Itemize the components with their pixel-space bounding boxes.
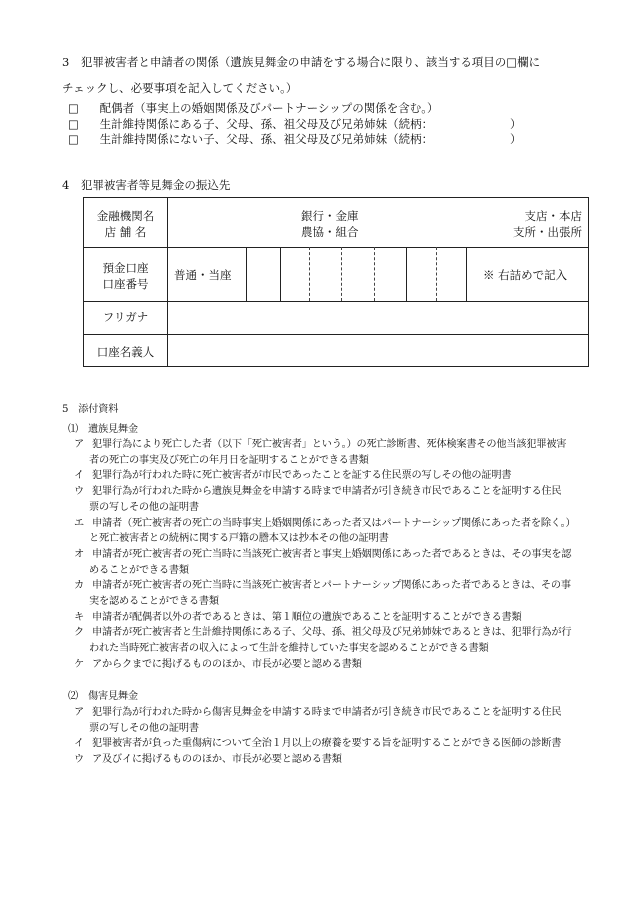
item-text-line: 申請者が配偶者以外の者であるときは、第１順位の遺族であることを証明することができる書類 bbox=[92, 611, 522, 623]
option-label: 生計維持関係にある子、父母、孫、祖父母及び兄弟姉妹（続柄： bbox=[99, 117, 434, 131]
checkbox[interactable]: □ bbox=[68, 132, 79, 146]
option-spouse bbox=[68, 100, 438, 116]
branch-name-field[interactable] bbox=[374, 212, 484, 234]
account-type-select[interactable]: 普通・当座 bbox=[174, 268, 232, 282]
checkbox[interactable]: □ bbox=[68, 117, 79, 131]
item-text-line: 票の写しその他の証明書 bbox=[89, 722, 199, 734]
section4-heading: 4 犯罪被害者等見舞金の振込先 bbox=[62, 178, 231, 192]
item-mark: エ bbox=[74, 517, 84, 529]
item-mark: ウ bbox=[74, 486, 84, 498]
branch-name-label: 店 舗 名 bbox=[104, 225, 147, 239]
item-mark: キ bbox=[74, 611, 84, 623]
item-text-line: と死亡被害者との続柄に関する戸籍の謄本又は抄本その他の証明書 bbox=[89, 533, 389, 545]
right-align-note: ※ 右詰めで記入 bbox=[483, 268, 568, 282]
item-text-line: 犯罪行為により死亡した者（以下「死亡被害者」という。）の死亡診断書、死体検案書その他当該犯罪被害 bbox=[92, 439, 567, 450]
item-text-line: 申請者（死亡被害者の死亡の当時事実上婚姻関係にあった者又はパートナーシップ関係にあった者を除く。） bbox=[92, 517, 576, 529]
furigana-field[interactable] bbox=[174, 306, 574, 328]
account-holder-label: 口座名義人 bbox=[96, 345, 155, 359]
section3-heading-line1: 3 犯罪被害者と申請者の関係（遺族見舞金の申請をする場合に限り、該当する項目の□欄に bbox=[62, 55, 541, 69]
branch-type-1: 支店・本店 bbox=[524, 209, 582, 223]
account-label: 預金口座 bbox=[102, 261, 149, 275]
sub1-title: ⑴ 遺族見舞金 bbox=[68, 424, 138, 435]
section5-heading: 5 添付資料 bbox=[62, 404, 119, 415]
item-text-line: 犯罪行為が行われた時から傷害見舞金を申請する時まで申請者が引き続き市民であることを証明する住民 bbox=[92, 707, 562, 718]
option-label: 配偶者（事実上の婚姻関係及びパートナーシップの関係を含む。） bbox=[99, 101, 439, 115]
item-mark: イ bbox=[74, 738, 84, 750]
item-mark: イ bbox=[74, 470, 84, 482]
item-text-line: 者の死亡の事実及び死亡の年月日を証明することができる書類 bbox=[89, 454, 369, 466]
item-text-line: われた当時死亡被害者の収入によって生計を維持していた事実を認めることができる書類 bbox=[89, 643, 489, 655]
option-dependent-relative bbox=[68, 116, 538, 132]
option-label: 生計維持関係にない子、父母、孫、祖父母及び兄弟姉妹（続柄： bbox=[99, 132, 434, 146]
item-text-line: アからクまでに掲げるもののほか、市長が必要と認める書類 bbox=[92, 658, 362, 670]
item-text-line: 申請者が死亡被害者と生計維持関係にある子、父母、孫、祖父母及び兄弟姉妹であるときは、犯罪行為が行 bbox=[92, 627, 572, 639]
relationship-close: ） bbox=[510, 132, 522, 146]
section3-heading-line2: チェックし、必要事項を記入してください。） bbox=[62, 81, 298, 95]
item-mark: ア bbox=[74, 439, 84, 450]
branch-type-2: 支所・出張所 bbox=[513, 225, 582, 239]
item-mark: ウ bbox=[74, 754, 84, 766]
bank-name-field[interactable] bbox=[178, 212, 298, 234]
sub2-title: ⑵ 傷害見舞金 bbox=[68, 691, 138, 702]
checkbox[interactable]: □ bbox=[68, 101, 79, 115]
item-text-line: 申請者が死亡被害者の死亡当時に当該死亡被害者と事実上婚姻関係にあった者であるときは、その事実を認 bbox=[92, 548, 572, 560]
bank-type-2: 農協・組合 bbox=[301, 225, 359, 239]
item-mark: オ bbox=[74, 548, 84, 560]
item-text-line: 申請者が死亡被害者の死亡当時に当該死亡被害者とパートナーシップ関係にあった者であるときは、その事 bbox=[92, 580, 571, 592]
item-text-line: 実を認めることができる書類 bbox=[89, 596, 219, 607]
item-mark: カ bbox=[74, 580, 84, 592]
bank-name-label: 金融機関名 bbox=[96, 209, 155, 223]
item-text-line: ア及びイに掲げるもののほか、市長が必要と認める書類 bbox=[92, 754, 342, 766]
item-text-line: めることができる書類 bbox=[89, 564, 189, 576]
account-number-label: 口座番号 bbox=[102, 277, 149, 291]
item-mark: ケ bbox=[74, 658, 84, 670]
item-mark: ク bbox=[74, 627, 84, 639]
item-text-line: 犯罪行為が行われた時に死亡被害者が市民であったことを証する住民票の写しその他の証明書 bbox=[92, 470, 512, 482]
relationship-close: ） bbox=[510, 117, 522, 131]
item-text-line: 犯罪被害者が負った重傷病について全治１月以上の療養を要する旨を証明することができる医師の診断書 bbox=[92, 738, 562, 750]
option-non-dependent-relative bbox=[68, 131, 538, 147]
item-mark: ア bbox=[74, 707, 84, 718]
item-text-line: 犯罪行為が行われた時から遺族見舞金を申請する時まで申請者が引き続き市民であることを証明する住民 bbox=[92, 486, 562, 498]
item-text-line: 票の写しその他の証明書 bbox=[89, 501, 199, 513]
furigana-label: フリガナ bbox=[102, 310, 149, 324]
bank-type-1: 銀行・金庫 bbox=[301, 209, 359, 223]
bank-account-table bbox=[83, 197, 589, 367]
account-holder-field[interactable] bbox=[174, 340, 574, 362]
